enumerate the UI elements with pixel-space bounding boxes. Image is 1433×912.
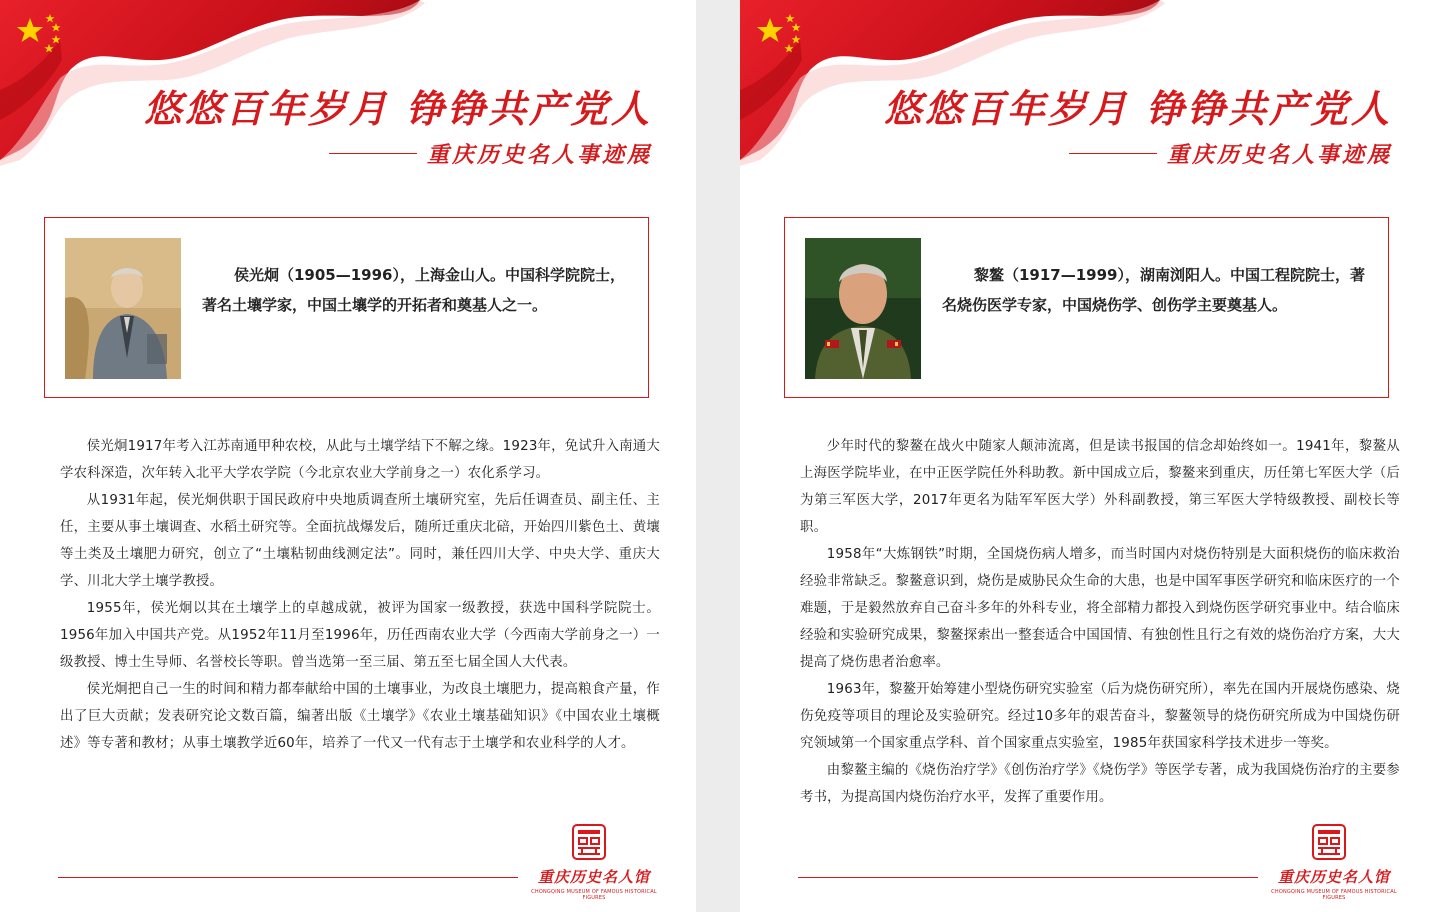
subtitle-dash bbox=[1069, 153, 1157, 154]
subtitle-row bbox=[1069, 138, 1392, 169]
profile-intro: 侯光炯（1905—1996），上海金山人。中国科学院院士，著名土壤学家，中国土壤学的开拓者和奠基人之一。 bbox=[202, 266, 625, 314]
exhibition-title: 悠悠百年岁月 铮铮共产党人 bbox=[883, 86, 1392, 131]
exhibition-title: 悠悠百年岁月 铮铮共产党人 bbox=[143, 86, 652, 131]
exhibition-subtitle: 重庆历史名人事迹展 bbox=[426, 142, 652, 168]
profile-box bbox=[784, 217, 1389, 398]
biography-paragraph: 1963年，黎鳌开始筹建小型烧伤研究实验室（后为烧伤研究所），率先在国内开展烧伤感染、烧伤免疫等项目的理论及实验研究。经过10多年的艰苦奋斗，黎鳌领导的烧伤研究所成为中国烧伤研究领域第一个国家重点学科、首个国家重点实验室，1985年获国家科学技术进步一等奖。 bbox=[800, 682, 1400, 751]
museum-english-name: CHONGQING MUSEUM OF FAMOUS HISTORICAL FIGURES bbox=[531, 889, 657, 901]
profile-box bbox=[44, 217, 649, 398]
profile-intro: 黎鳌（1917—1999），湖南浏阳人。中国工程院院士，著名烧伤医学专家，中国烧伤学、创伤学主要奠基人。 bbox=[942, 266, 1365, 314]
exhibition-subtitle: 重庆历史名人事迹展 bbox=[1166, 142, 1392, 168]
footer-divider bbox=[58, 877, 518, 878]
museum-english-name: CHONGQING MUSEUM OF FAMOUS HISTORICAL FIGURES bbox=[1271, 889, 1397, 901]
biography-paragraph: 1955年，侯光炯以其在土壤学上的卓越成就，被评为国家一级教授，获选中国科学院院士。1956年加入中国共产党。从1952年11月至1996年，历任西南农业大学（今西南大学前身之一）一级教授、博士生导师、名誉校长等职。曾当选第一至三届、第五至七届全国人大代表。 bbox=[60, 601, 660, 670]
museum-name: 重庆历史名人馆 bbox=[1277, 868, 1390, 886]
biography-paragraph: 由黎鳌主编的《烧伤治疗学》《创伤治疗学》《烧伤学》等医学专著，成为我国烧伤治疗的主要参考书，为提高国内烧伤治疗水平，发挥了重要作用。 bbox=[800, 763, 1400, 805]
portrait-photo bbox=[65, 238, 181, 379]
museum-name: 重庆历史名人馆 bbox=[537, 868, 650, 886]
right-page bbox=[740, 0, 1433, 912]
museum-seal-icon bbox=[1312, 824, 1346, 860]
subtitle-row bbox=[329, 138, 652, 169]
biography-paragraph: 侯光炯1917年考入江苏南通甲种农校，从此与土壤学结下不解之缘。1923年，免试升入南通大学农科深造，次年转入北平大学农学院（今北京农业大学前身之一）农化系学习。 bbox=[60, 439, 660, 481]
biography-paragraph: 从1931年起，侯光炯供职于国民政府中央地质调查所土壤研究室，先后任调查员、副主任、主任，主要从事土壤调查、水稻土研究等。全面抗战爆发后，随所迁重庆北碚，开始四川紫色土、黄壤等土类及土壤肥力研究，创立了“土壤粘韧曲线测定法”。同时，兼任四川大学、中央大学、重庆大学、川北大学土壤学教授。 bbox=[60, 493, 660, 589]
subtitle-dash bbox=[329, 153, 417, 154]
biography-text bbox=[60, 433, 660, 757]
portrait-photo bbox=[805, 238, 921, 379]
footer-divider bbox=[798, 877, 1258, 878]
biography-paragraph: 侯光炯把自己一生的时间和精力都奉献给中国的土壤事业，为改良土壤肥力，提高粮食产量，作出了巨大贡献；发表研究论文数百篇，编著出版《土壤学》《农业土壤基础知识》《中国农业土壤概述》等专著和教材；从事土壤教学近60年，培养了一代又一代有志于土壤学和农业科学的人才。 bbox=[60, 682, 660, 751]
biography-paragraph: 1958年“大炼钢铁”时期，全国烧伤病人增多，而当时国内对烧伤特别是大面积烧伤的临床救治经验非常缺乏。黎鳌意识到，烧伤是威胁民众生命的大患，也是中国军事医学研究和临床医疗的一个难题，于是毅然放弃自己奋斗多年的外科专业，将全部精力都投入到烧伤医学研究事业中。结合临床经验和实验研究成果，黎鳌探索出一整套适合中国国情、有独创性且行之有效的烧伤治疗方案，大大提高了烧伤患者治愈率。 bbox=[800, 547, 1400, 670]
museum-seal-icon bbox=[572, 824, 606, 860]
biography-paragraph: 少年时代的黎鳌在战火中随家人颠沛流离，但是读书报国的信念却始终如一。1941年，黎鳌从上海医学院毕业，在中正医学院任外科助教。新中国成立后，黎鳌来到重庆，历任第七军医大学（后为第三军医大学，2017年更名为陆军军医大学）外科副教授，第三军医大学特级教授、副校长等职。 bbox=[800, 439, 1400, 535]
left-page bbox=[0, 0, 696, 912]
biography-text bbox=[800, 433, 1400, 811]
